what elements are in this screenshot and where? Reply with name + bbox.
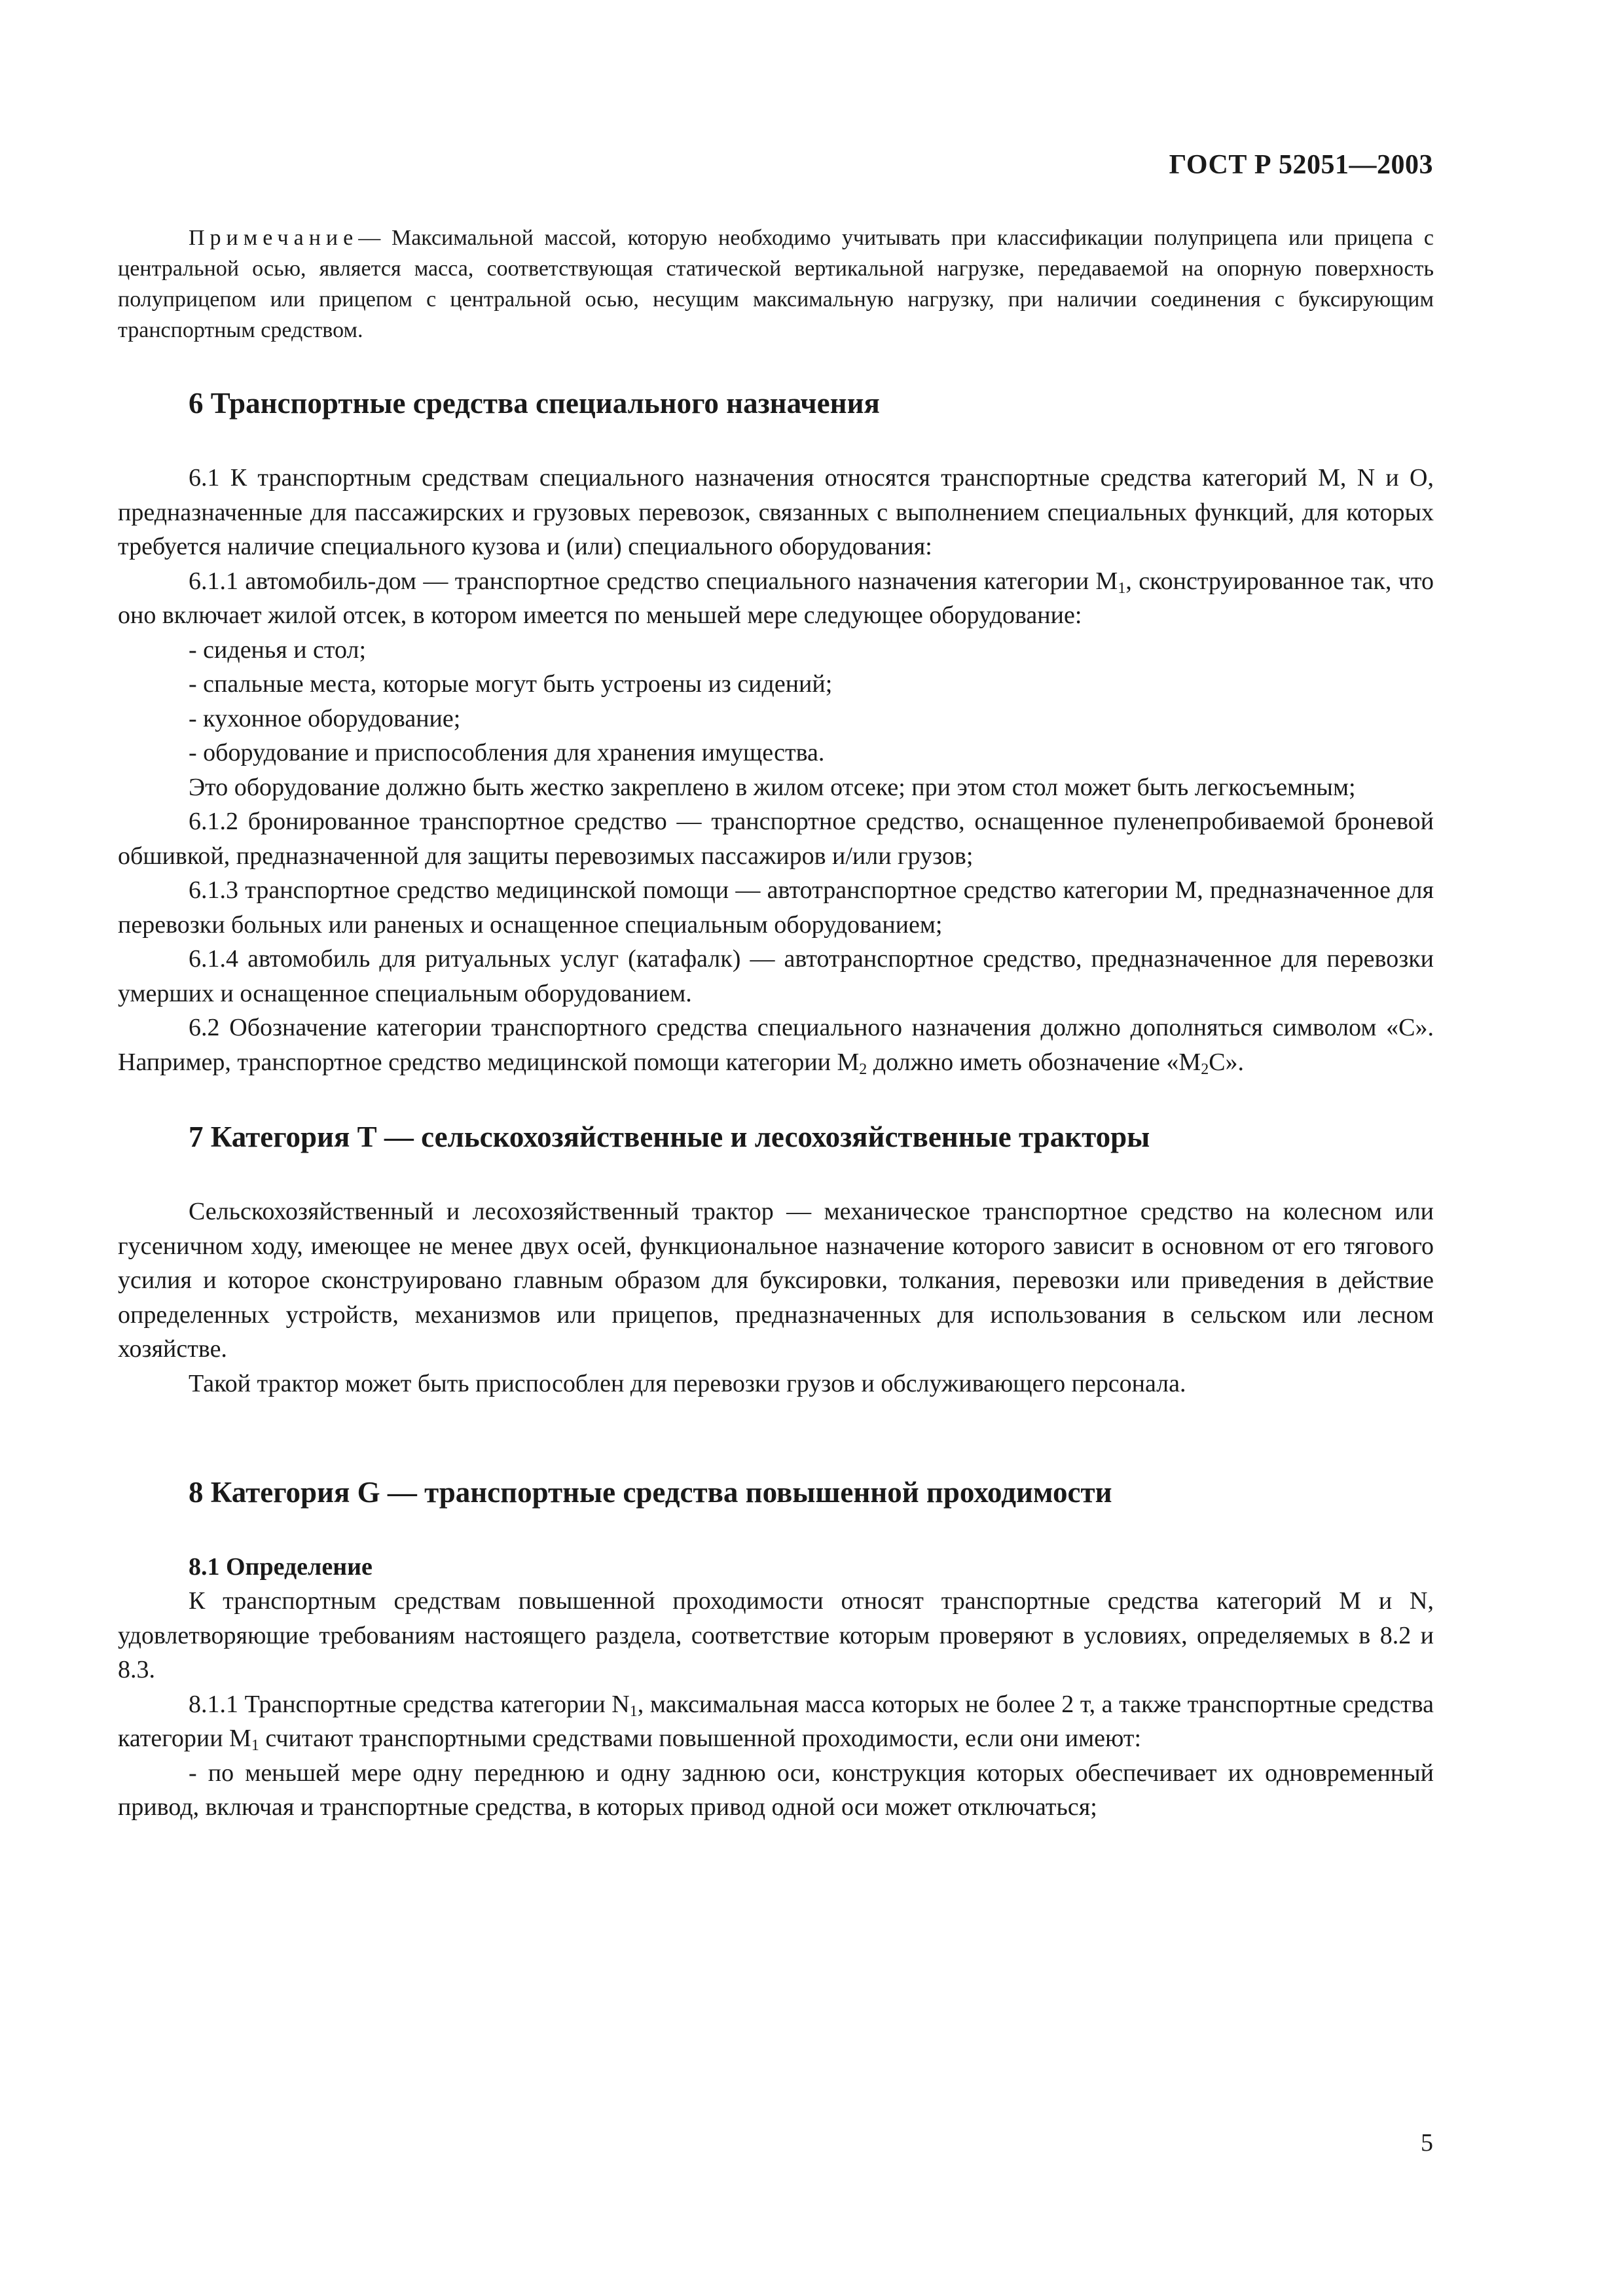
paragraph-6-1-2: 6.1.2 бронированное транспортное средство — транспортное средство, оснащенное пуленепробиваемой броневой обшивкой, предназначенной для защиты перевозимых пассажиров и/или грузов; [118, 808, 1434, 870]
paragraph-8-1: К транспортным средствам повышенной проходимости относят транспортные средства категорий M и N, удовлетворяющие требованиям настоящего раздела, соответствие которым проверяют в условиях, определяемых в 8.2 и 8.3. [118, 1587, 1434, 1683]
section-8-title: 8 Категория G — транспортные средства повышенной проходимости [189, 1476, 1112, 1509]
text-run: 6.2 Обозначение категории транспортного средства специального назначения должно дополняться символом «С». Например, транспортное средство медицинской помощи категории М [118, 1014, 1434, 1076]
paragraph-6-1-4: 6.1.4 автомобиль для ритуальных услуг (катафалк) — автотранспортное средство, предназначенное для перевозки умерших и оснащенное специальным оборудованием. [118, 945, 1434, 1007]
section-6-title: 6 Транспортные средства специального назначения [189, 387, 880, 420]
list-item: - спальные места, которые могут быть устроены из сидений; [189, 670, 833, 698]
paragraph-axles: - по меньшей мере одну переднюю и одну заднюю оси, конструкция которых обеспечивает их одновременный привод, включая и транспортные средства, в которых привод одной оси может отключаться; [118, 1759, 1434, 1821]
text-run: 6.1.1 автомобиль-дом — транспортное средство специального назначения категории М [189, 567, 1118, 595]
text-run: 8.1.1 Транспортные средства категории N [189, 1690, 630, 1718]
note-text: — Максимальной массой, которую необходимо учитывать при классификации полуприцепа или прицепа с центральной осью, является масса, соответствующая статической вертикальной нагрузке, передаваемой на опорную поверхность полуприцепом или прицепом с центральной осью, несущим максимальную нагрузку, при наличии соединения с буксирующим транспортным средством. [118, 226, 1434, 342]
page-content [118, 223, 1434, 1825]
subscript: 1 [1118, 579, 1126, 597]
list-item: - оборудование и приспособления для хранения имущества. [189, 739, 825, 766]
text-run: должно иметь обозначение «М [867, 1048, 1201, 1076]
subscript: 2 [859, 1060, 867, 1078]
paragraph-equipment: Это оборудование должно быть жестко закреплено в жилом отсеке; при этом стол может быть легкосъемным; [189, 773, 1356, 801]
list-item: - сиденья и стол; [189, 636, 367, 664]
paragraph-6-1-1 [118, 564, 1434, 633]
text-run: , максимальная масса которых не более 2 т, а также транспортные средства категории М [118, 1690, 1434, 1752]
page-number: 5 [1421, 2129, 1433, 2157]
paragraph-7-1: Сельскохозяйственный и лесохозяйственный трактор — механическое транспортное средство на колесном или гусеничном ходу, имеющее не менее двух осей, функциональное назначение которого зависит в основном от его тягового усилия и которое сконструировано главным образом для буксировки, толкания, перевозки или приведения в действие определенных устройств, механизмов или прицепов, предназначенных для использования в сельском или лесном хозяйстве. [118, 1198, 1434, 1363]
text-run: , сконструированное так, что оно включает жилой отсек, в котором имеется по меньшей мере следующее оборудование: [118, 567, 1434, 629]
subscript: 1 [629, 1702, 638, 1720]
note-label: Примечание [189, 226, 359, 250]
list-item: - кухонное оборудование; [189, 704, 461, 732]
note-paragraph [118, 223, 1434, 346]
subsection-8-1-title: 8.1 Определение [189, 1553, 373, 1581]
section-7-title: 7 Категория Т — сельскохозяйственные и лесохозяйственные тракторы [189, 1121, 1150, 1153]
paragraph-6-1-3: 6.1.3 транспортное средство медицинской помощи — автотранспортное средство категории М, предназначенное для перевозки больных или раненых и оснащенное специальным оборудованием; [118, 876, 1434, 939]
document-header: ГОСТ Р 52051—2003 [1169, 150, 1433, 180]
paragraph-6-1: 6.1 К транспортным средствам специального назначения относятся транспортные средства категорий М, N и О, предназначенные для пассажирских и грузовых перевозок, связанных с выполнением специальных функций, для которых требуется наличие специального кузова и (или) специального оборудования: [118, 464, 1434, 560]
paragraph-7-2: Такой трактор может быть приспособлен для перевозки грузов и обслуживающего персонала. [189, 1369, 1186, 1397]
paragraph-6-2 [118, 1011, 1434, 1079]
text-run: С». [1209, 1048, 1245, 1076]
subscript: 1 [251, 1737, 259, 1754]
text-run: считают транспортными средствами повышенной проходимости, если они имеют: [259, 1725, 1142, 1752]
paragraph-8-1-1 [118, 1687, 1434, 1756]
subscript: 2 [1201, 1060, 1209, 1078]
